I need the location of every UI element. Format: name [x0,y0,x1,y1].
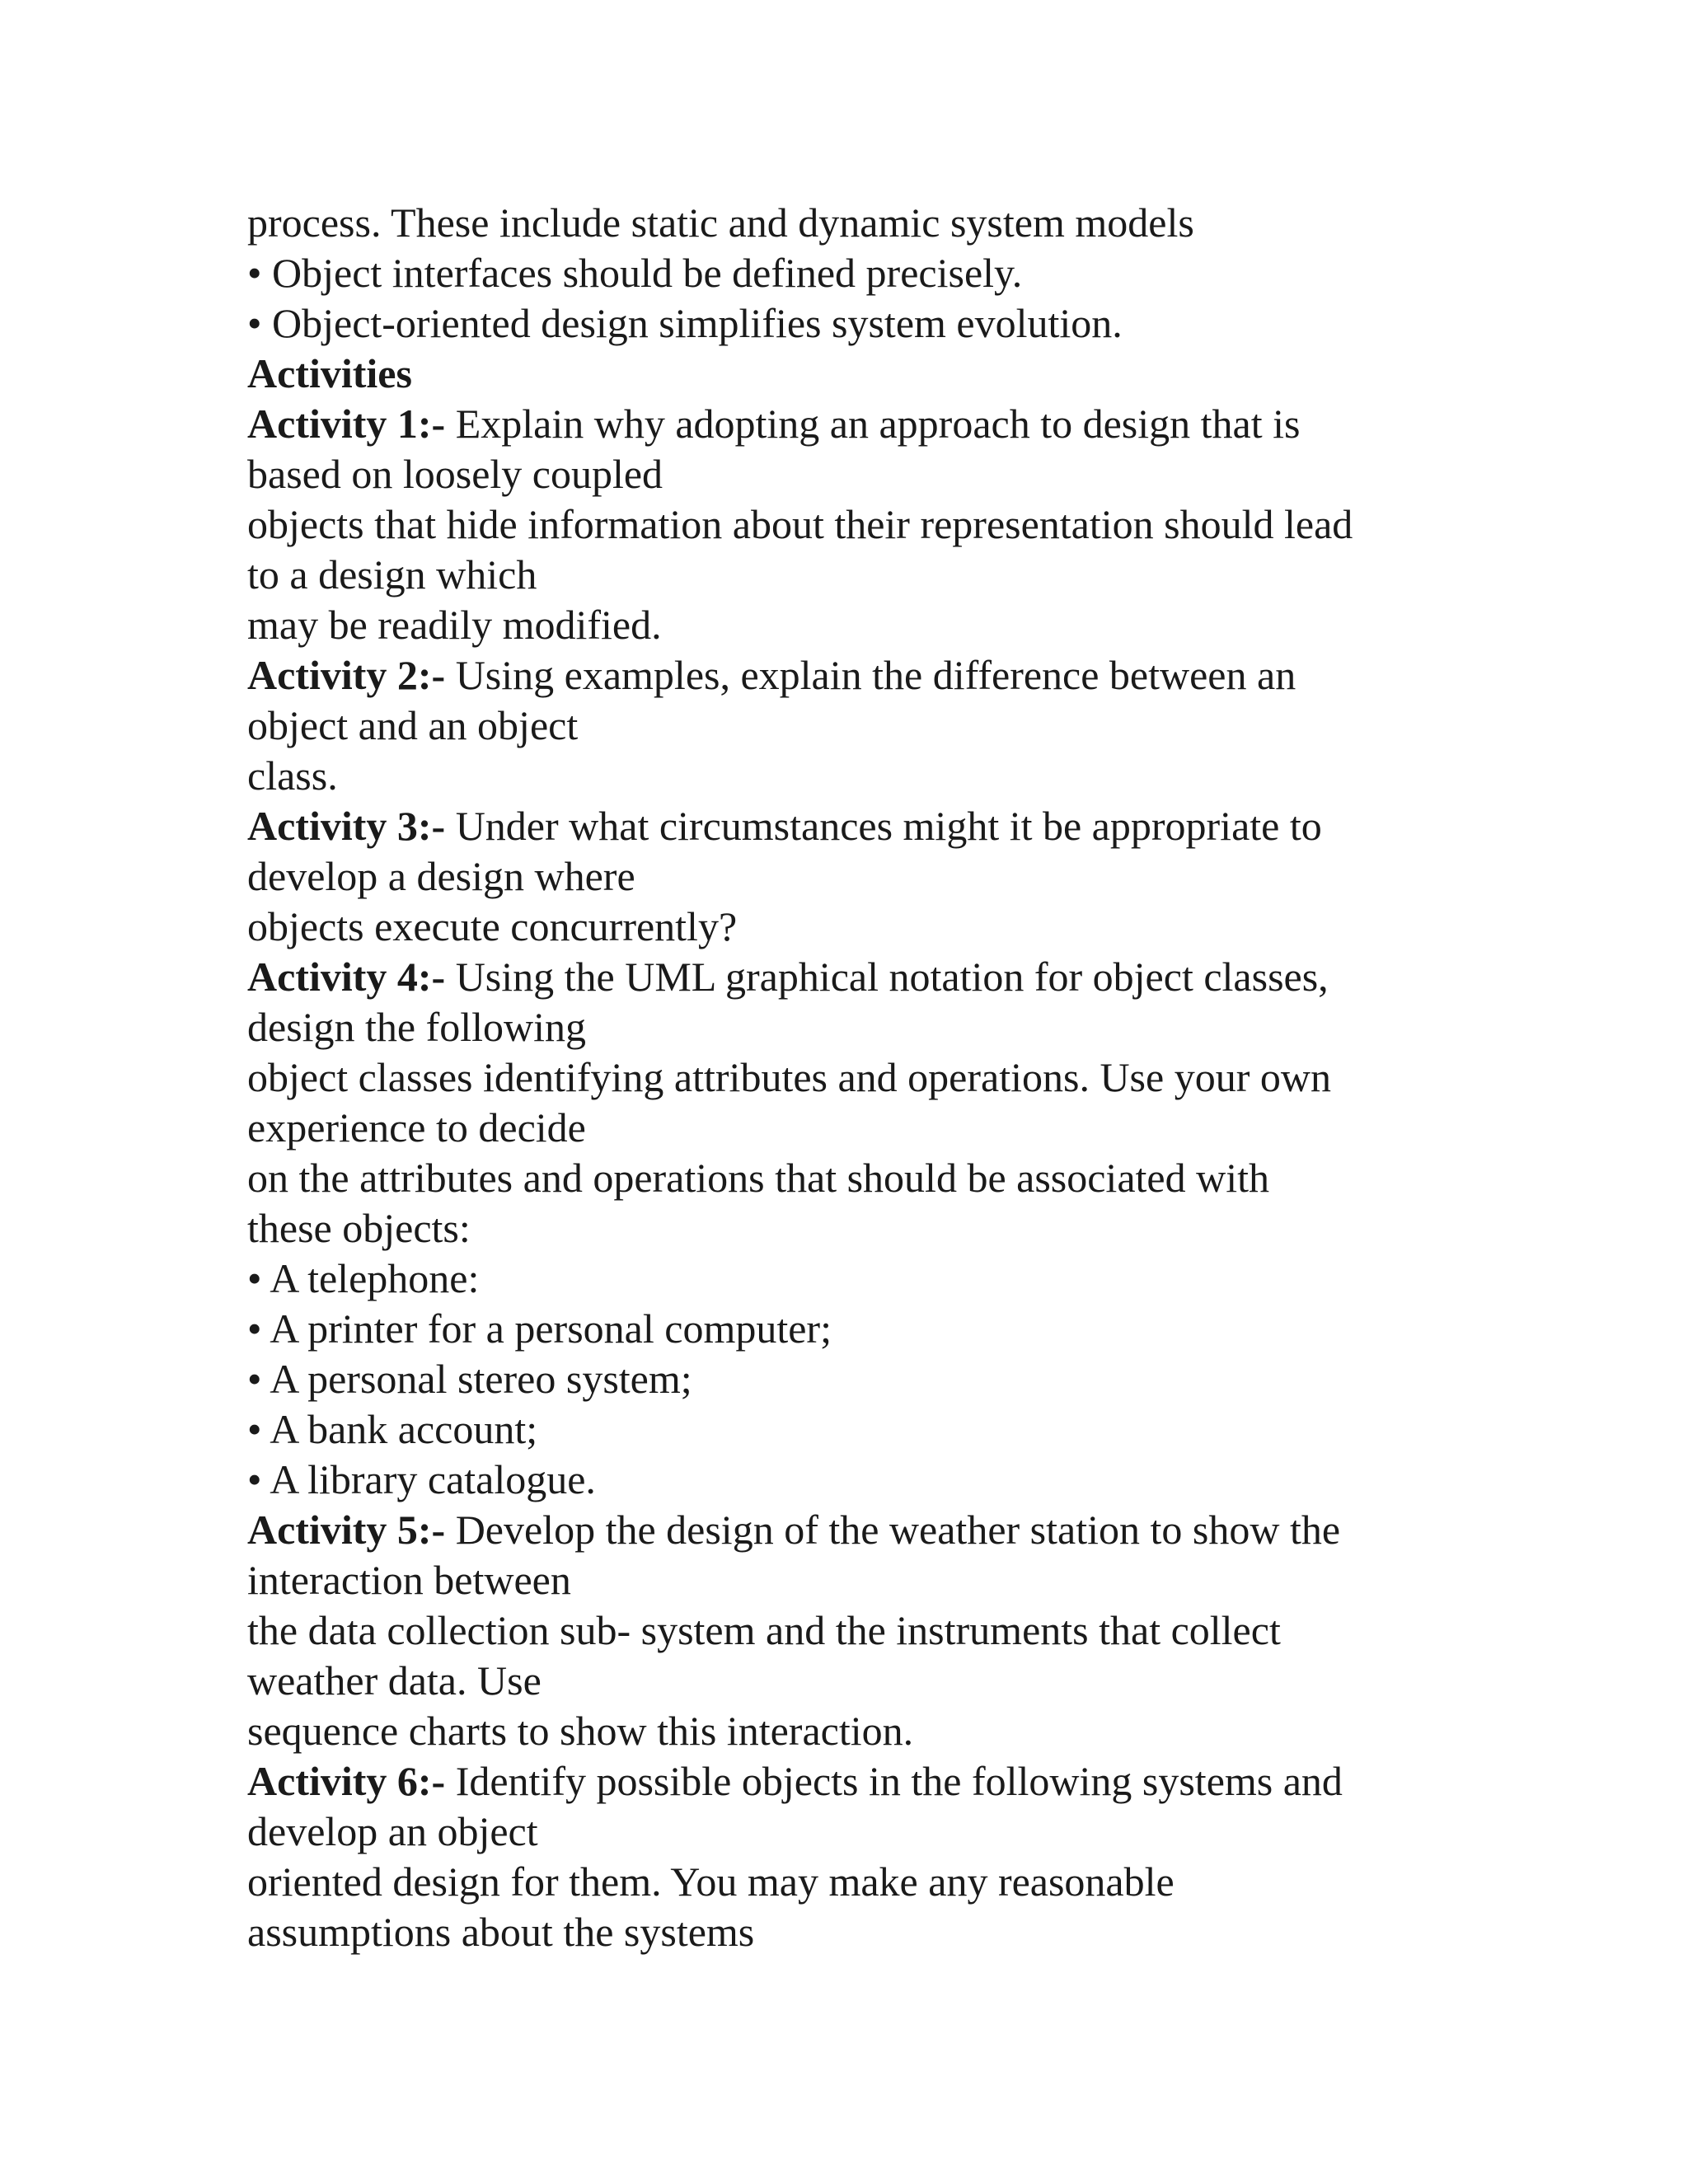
activity-3-label: Activity 3:- [247,803,446,849]
activity-3-first-line [247,801,1533,851]
list-bullet-item: • A personal stereo system; [247,1356,692,1402]
activity-6-line: oriented design for them. You may make any reasonable [247,1858,1175,1905]
activity-1-line: based on loosely coupled [247,451,663,497]
section-heading: Activities [247,350,412,396]
activity-5-line: interaction between [247,1557,571,1603]
activity-3-line: develop a design where [247,853,635,899]
activity-6-first-line [247,1756,1533,1807]
activity-6-text: Identify possible objects in the following systems and [445,1758,1343,1804]
activity-4-line: on the attributes and operations that should be associated with [247,1155,1269,1201]
activity-4-line: experience to decide [247,1104,586,1151]
activity-5-line: weather data. Use [247,1657,542,1704]
activity-5-line: the data collection sub- system and the instruments that collect [247,1607,1281,1653]
list-bullet-item: • A printer for a personal computer; [247,1305,832,1352]
document-body [247,198,1533,1957]
activity-2-line: class. [247,752,338,799]
activity-3-text: Under what circumstances might it be appropriate to [445,803,1322,849]
activity-1-line: to a design which [247,551,537,598]
activity-1-label: Activity 1:- [247,401,446,447]
list-bullet-item: • A bank account; [247,1406,538,1452]
activity-4-label: Activity 4:- [247,954,446,1000]
activity-6-line: develop an object [247,1808,538,1854]
intro-bullet: • Object-oriented design simplifies system evolution. [247,300,1123,346]
activity-5-label: Activity 5:- [247,1507,446,1553]
activity-4-line: design the following [247,1004,587,1050]
activity-5-text: Develop the design of the weather station to show the [445,1507,1341,1553]
activity-6-line: assumptions about the systems [247,1909,755,1955]
activity-2-first-line [247,650,1533,701]
activity-1-first-line [247,399,1533,449]
activity-2-label: Activity 2:- [247,652,446,698]
activity-6-label: Activity 6:- [247,1758,446,1804]
list-bullet-item: • A telephone: [247,1255,480,1301]
activity-5-first-line [247,1505,1533,1555]
activity-4-line: these objects: [247,1205,471,1251]
activity-2-line: object and an object [247,702,579,748]
activity-2-text: Using examples, explain the difference between an [445,652,1296,698]
activity-4-text: Using the UML graphical notation for object classes, [445,954,1329,1000]
activity-1-line: objects that hide information about their representation should lead [247,501,1353,547]
list-bullet-item: • A library catalogue. [247,1456,596,1502]
activity-1-text: Explain why adopting an approach to design that is [445,401,1301,447]
activity-5-line: sequence charts to show this interaction. [247,1708,914,1754]
activity-4-first-line [247,952,1533,1002]
activity-1-line: may be readily modified. [247,602,662,648]
activity-3-line: objects execute concurrently? [247,903,738,949]
intro-bullet: • Object interfaces should be defined precisely. [247,250,1023,296]
activity-4-line: object classes identifying attributes and operations. Use your own [247,1054,1331,1100]
intro-line: process. These include static and dynamic system models [247,199,1194,246]
